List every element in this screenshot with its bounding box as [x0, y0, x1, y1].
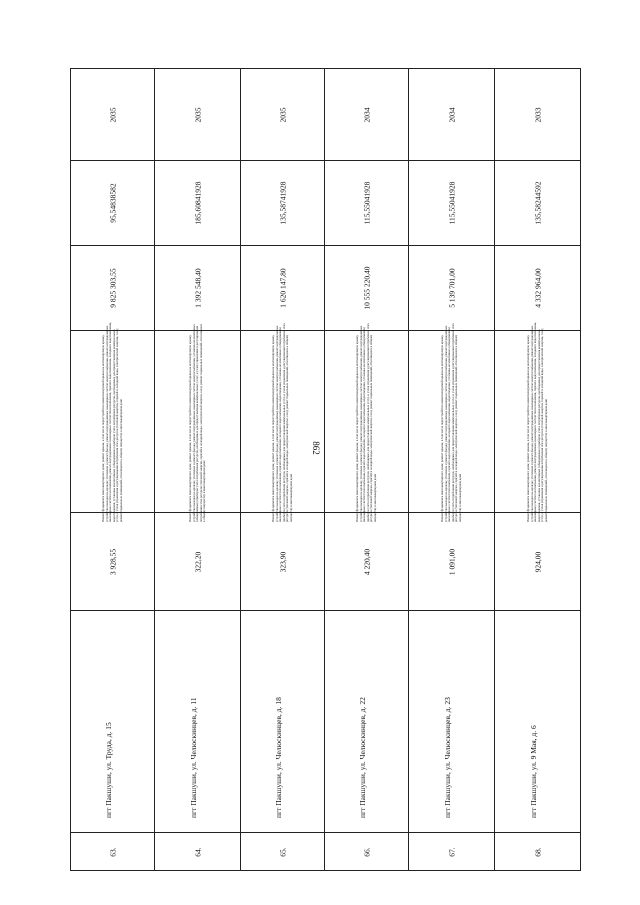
specific-cost-cell-text: 115,55041928 — [362, 181, 371, 225]
work-description-cell — [325, 322, 409, 522]
work-description-cell-text: Ремонт фундамента многоквартирного дома; ремонт крыши, в том числе переустройство невентилируемой крыши на вентилируемую крышу, устройство выходов на кровлю; утепление и ремонт фасада; ремонт внутридомовых инженерных систем электроснабжения, установка коллективных (общедомовых) приборов учета потребления ресурсов, необходимых для предоставления коммунальных услуг, и узлов управления и регулирования потребления этих ресурсов (тепловой энергии, горячей и холодной воды, электрической энергии, газа); ремонт подвальных помещений, относящихся к общему имуществу в многоквартирном доме — [187, 323, 206, 522]
row-number-cell — [495, 833, 581, 871]
year-cell-text: 2035 — [108, 107, 117, 122]
specific-cost-cell — [325, 161, 409, 246]
address-cell-text: пгт Пакшуши, ул. Труда, д. 15 — [103, 722, 113, 818]
cost-cell — [155, 246, 241, 331]
area-cell-text: 4 220,40 — [362, 548, 371, 575]
table-field-row-address — [71, 611, 581, 833]
specific-cost-cell — [71, 161, 155, 246]
cost-cell-text: 4 332 964,00 — [533, 268, 542, 308]
work-description-cell — [155, 323, 241, 522]
cost-cell — [495, 246, 581, 331]
year-cell — [155, 69, 241, 161]
area-cell — [409, 513, 495, 611]
table-field-row-description — [71, 331, 581, 513]
work-description-cell-text: Ремонт фундамента многоквартирного дома; ремонт крыши, в том числе переустройство невентилируемой крыши на вентилируемую крышу, устройство выходов на кровлю; утепление и ремонт фасада; ремонт внутридомовых инженерных систем электроснабжения, ремонт внутридомовых инженерных систем теплоснабжения, горячего водоснабжения, холодного водоснабжения, водоотведения, установка коллективных (общедомовых) приборов учета потребления ресурсов, необходимых для предоставления коммунальных услуг, и узлов управления и регулирования потребления этих ресурсов (тепловой энергии, горячей и холодной воды, электрической энергии, газа); ремонт подвальных помещений, относящихся к общему имуществу в многоквартирном доме — [270, 322, 293, 522]
cost-cell-text: 1 392 548,40 — [193, 268, 202, 308]
cost-cell-text: 1 620 147,80 — [278, 268, 287, 308]
specific-cost-cell-text: 185,60841928 — [193, 181, 202, 225]
row-number-cell-text: 64. — [193, 846, 202, 857]
specific-cost-cell-text: 115,55041928 — [447, 181, 456, 225]
specific-cost-cell — [495, 161, 581, 246]
specific-cost-cell-text: 95,54838582 — [108, 183, 117, 223]
year-cell — [325, 69, 409, 161]
row-number-cell-text: 68. — [533, 846, 542, 857]
work-description-cell-text: Ремонт фундамента многоквартирного дома; ремонт крыши, в том числе переустройство невентилируемой крыши на вентилируемую крышу, устройство выходов на кровлю; утепление и ремонт фасада; ремонт внутридомовых инженерных систем электроснабжения, ремонт внутридомовых инженерных систем газоснабжения, ремонт внутридомовых инженерных систем теплоснабжения, горячего водоснабжения, холодного водоснабжения, водоотведения, установка коллективных (общедомовых) приборов учета потребления ресурсов, необходимых для предоставления коммунальных услуг, и узлов управления и регулирования потребления этих ресурсов (тепловой энергии, горячей и холодной воды, электрической энергии, газа); ремонт подвальных помещений, относящихся к общему имуществу в многоквартирном доме — [525, 321, 548, 522]
area-cell — [495, 513, 581, 611]
row-number-cell — [71, 833, 155, 871]
year-cell — [241, 69, 325, 161]
cost-cell — [71, 246, 155, 331]
address-cell-text: пгт Пакшуши, ул. Челюскинцев, д. 23 — [442, 697, 452, 818]
specific-cost-cell — [155, 161, 241, 246]
address-cell — [409, 611, 495, 833]
specific-cost-cell — [241, 161, 325, 246]
row-number-cell — [325, 833, 409, 871]
work-description-cell — [409, 322, 495, 522]
work-description-cell-text: Ремонт фундамента многоквартирного дома; ремонт крыши, в том числе переустройство невентилируемой крыши на вентилируемую крышу, устройство выходов на кровлю; утепление и ремонт фасада; ремонт внутридомовых инженерных систем электроснабжения, ремонт внутридомовых инженерных систем теплоснабжения, горячего водоснабжения, холодного водоснабжения, водоотведения, установка коллективных (общедомовых) приборов учета потребления ресурсов, необходимых для предоставления коммунальных услуг, и узлов управления и регулирования потребления этих ресурсов (тепловой энергии, горячей и холодной воды, электрической энергии, газа); ремонт подвальных помещений, относящихся к общему имуществу в многоквартирном доме — [439, 322, 462, 522]
year-cell-text: 2033 — [533, 107, 542, 122]
cost-cell-text: 5 139 701,00 — [447, 268, 456, 308]
address-cell-text: пгт Пакшуши, ул. Челюскинцев, д. 18 — [273, 697, 283, 818]
row-number-cell-text: 63. — [108, 846, 117, 857]
cost-cell-text: 9 825 303,55 — [108, 268, 117, 308]
year-cell — [409, 69, 495, 161]
address-cell — [241, 611, 325, 833]
row-number-cell-text: 67. — [447, 846, 456, 857]
capital-repair-table — [70, 68, 581, 871]
address-cell — [325, 611, 409, 833]
area-cell — [325, 513, 409, 611]
cost-cell-text: 10 555 220,40 — [362, 266, 371, 310]
address-cell-text: пгт Пакшуши, ул. 9 Мая, д. 6 — [528, 725, 538, 818]
area-cell-text: 924,00 — [533, 551, 542, 572]
area-cell — [241, 513, 325, 611]
area-cell — [155, 513, 241, 611]
table-field-row-year — [71, 69, 581, 161]
cost-cell — [325, 246, 409, 331]
work-description-cell — [71, 321, 155, 522]
cost-cell — [241, 246, 325, 331]
area-cell — [71, 513, 155, 611]
year-cell-text: 2034 — [362, 107, 371, 122]
address-cell-text: пгт Пакшуши, ул. Челюскинцев, д. 22 — [357, 697, 367, 818]
work-description-cell — [241, 322, 325, 522]
row-number-cell — [241, 833, 325, 871]
area-cell-text: 323,90 — [278, 551, 287, 572]
year-cell — [495, 69, 581, 161]
specific-cost-cell — [409, 161, 495, 246]
work-description-cell-text: Ремонт фундамента многоквартирного дома; ремонт крыши, в том числе переустройство невентилируемой крыши на вентилируемую крышу, устройство выходов на кровлю; утепление и ремонт фасада; ремонт внутридомовых инженерных систем электроснабжения, ремонт внутридомовых инженерных систем газоснабжения, ремонт внутридомовых инженерных систем теплоснабжения, горячего водоснабжения, холодного водоснабжения, водоотведения, установка коллективных (общедомовых) приборов учета потребления ресурсов, необходимых для предоставления коммунальных услуг, и узлов управления и регулирования потребления этих ресурсов (тепловой энергии, горячей и холодной воды, электрической энергии, газа); ремонт подвальных помещений, относящихся к общему имуществу в многоквартирном доме — [100, 321, 123, 522]
address-cell-text: пгт Пакшуши, ул. Челюскинцев, д. 11 — [188, 697, 198, 818]
row-number-cell — [155, 833, 241, 871]
row-number-cell-text: 65. — [278, 846, 287, 857]
year-cell — [71, 69, 155, 161]
work-description-cell-text: Ремонт фундамента многоквартирного дома; ремонт крыши, в том числе переустройство невентилируемой крыши на вентилируемую крышу, устройство выходов на кровлю; утепление и ремонт фасада; ремонт внутридомовых инженерных систем электроснабжения, ремонт внутридомовых инженерных систем теплоснабжения, горячего водоснабжения, холодного водоснабжения, водоотведения, установка коллективных (общедомовых) приборов учета потребления ресурсов, необходимых для предоставления коммунальных услуг, и узлов управления и регулирования потребления этих ресурсов (тепловой энергии, горячей и холодной воды, электрической энергии, газа); ремонт подвальных помещений, относящихся к общему имуществу в многоквартирном доме — [354, 322, 377, 522]
table-field-row-cost — [71, 246, 581, 331]
address-cell — [71, 611, 155, 833]
year-cell-text: 2035 — [278, 107, 287, 122]
page-number: 862 — [311, 441, 321, 455]
table-field-row-specific — [71, 161, 581, 246]
table-field-row-num — [71, 833, 581, 871]
specific-cost-cell-text: 135,58741928 — [278, 181, 287, 225]
work-description-cell — [495, 321, 581, 522]
year-cell-text: 2034 — [447, 107, 456, 122]
address-cell — [155, 611, 241, 833]
address-cell — [495, 611, 581, 833]
cost-cell — [409, 246, 495, 331]
area-cell-text: 322,20 — [193, 551, 202, 572]
row-number-cell-text: 66. — [362, 846, 371, 857]
row-number-cell — [409, 833, 495, 871]
year-cell-text: 2035 — [193, 107, 202, 122]
area-cell-text: 1 091,00 — [447, 548, 456, 575]
area-cell-text: 3 928,55 — [108, 548, 117, 575]
specific-cost-cell-text: 135,58244592 — [533, 181, 542, 225]
table-field-row-area — [71, 513, 581, 611]
